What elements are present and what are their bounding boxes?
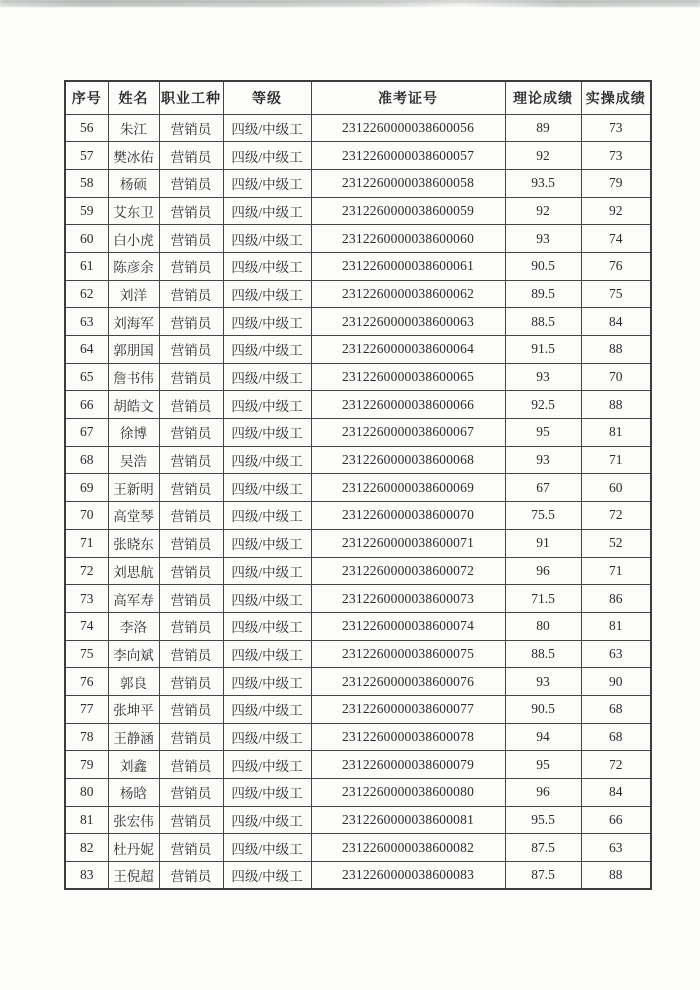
cell-exam-id: 2312260000038600070 bbox=[311, 502, 505, 530]
cell-name: 高军寿 bbox=[108, 585, 159, 613]
cell-occupation: 营销员 bbox=[159, 225, 223, 253]
cell-occupation: 营销员 bbox=[159, 585, 223, 613]
cell-level: 四级/中级工 bbox=[223, 502, 311, 530]
cell-occupation: 营销员 bbox=[159, 419, 223, 447]
cell-occupation: 营销员 bbox=[159, 197, 223, 225]
cell-practical-score: 70 bbox=[581, 363, 651, 391]
cell-theory-score: 96 bbox=[505, 779, 581, 807]
cell-index: 59 bbox=[65, 197, 108, 225]
cell-practical-score: 88 bbox=[581, 391, 651, 419]
cell-practical-score: 73 bbox=[581, 114, 651, 142]
table-row bbox=[65, 252, 651, 280]
cell-practical-score: 71 bbox=[581, 446, 651, 474]
cell-index: 61 bbox=[65, 252, 108, 280]
cell-theory-score: 92 bbox=[505, 142, 581, 170]
cell-practical-score: 74 bbox=[581, 225, 651, 253]
cell-exam-id: 2312260000038600058 bbox=[311, 169, 505, 197]
cell-exam-id: 2312260000038600083 bbox=[311, 862, 505, 890]
cell-theory-score: 75.5 bbox=[505, 502, 581, 530]
cell-theory-score: 94 bbox=[505, 723, 581, 751]
cell-name: 刘海军 bbox=[108, 308, 159, 336]
header-level: 等级 bbox=[223, 81, 311, 114]
cell-theory-score: 91.5 bbox=[505, 336, 581, 364]
cell-exam-id: 2312260000038600081 bbox=[311, 806, 505, 834]
cell-index: 77 bbox=[65, 695, 108, 723]
cell-practical-score: 66 bbox=[581, 806, 651, 834]
cell-theory-score: 92 bbox=[505, 197, 581, 225]
cell-theory-score: 87.5 bbox=[505, 862, 581, 890]
cell-name: 李向斌 bbox=[108, 640, 159, 668]
cell-occupation: 营销员 bbox=[159, 751, 223, 779]
cell-theory-score: 90.5 bbox=[505, 252, 581, 280]
cell-practical-score: 72 bbox=[581, 751, 651, 779]
cell-name: 刘洋 bbox=[108, 280, 159, 308]
cell-index: 58 bbox=[65, 169, 108, 197]
cell-theory-score: 89.5 bbox=[505, 280, 581, 308]
table-row bbox=[65, 363, 651, 391]
table-row bbox=[65, 779, 651, 807]
cell-level: 四级/中级工 bbox=[223, 114, 311, 142]
cell-index: 73 bbox=[65, 585, 108, 613]
cell-occupation: 营销员 bbox=[159, 391, 223, 419]
cell-index: 80 bbox=[65, 779, 108, 807]
table-row bbox=[65, 723, 651, 751]
table-row bbox=[65, 336, 651, 364]
cell-theory-score: 88.5 bbox=[505, 640, 581, 668]
cell-exam-id: 2312260000038600062 bbox=[311, 280, 505, 308]
cell-name: 郭朋国 bbox=[108, 336, 159, 364]
cell-occupation: 营销员 bbox=[159, 806, 223, 834]
cell-level: 四级/中级工 bbox=[223, 225, 311, 253]
cell-practical-score: 76 bbox=[581, 252, 651, 280]
table-row bbox=[65, 806, 651, 834]
cell-name: 张宏伟 bbox=[108, 806, 159, 834]
cell-practical-score: 84 bbox=[581, 308, 651, 336]
cell-occupation: 营销员 bbox=[159, 862, 223, 890]
cell-practical-score: 88 bbox=[581, 862, 651, 890]
header-practical-score: 实操成绩 bbox=[581, 81, 651, 114]
cell-occupation: 营销员 bbox=[159, 640, 223, 668]
cell-practical-score: 63 bbox=[581, 640, 651, 668]
cell-theory-score: 95.5 bbox=[505, 806, 581, 834]
cell-exam-id: 2312260000038600079 bbox=[311, 751, 505, 779]
cell-name: 李洛 bbox=[108, 612, 159, 640]
cell-occupation: 营销员 bbox=[159, 336, 223, 364]
cell-exam-id: 2312260000038600071 bbox=[311, 529, 505, 557]
cell-level: 四级/中级工 bbox=[223, 862, 311, 890]
cell-theory-score: 93 bbox=[505, 446, 581, 474]
cell-name: 张坤平 bbox=[108, 695, 159, 723]
cell-name: 王新明 bbox=[108, 474, 159, 502]
cell-name: 徐博 bbox=[108, 419, 159, 447]
cell-theory-score: 93 bbox=[505, 225, 581, 253]
cell-index: 81 bbox=[65, 806, 108, 834]
cell-occupation: 营销员 bbox=[159, 169, 223, 197]
cell-index: 69 bbox=[65, 474, 108, 502]
cell-occupation: 营销员 bbox=[159, 779, 223, 807]
cell-exam-id: 2312260000038600076 bbox=[311, 668, 505, 696]
cell-occupation: 营销员 bbox=[159, 446, 223, 474]
cell-level: 四级/中级工 bbox=[223, 695, 311, 723]
cell-exam-id: 2312260000038600074 bbox=[311, 612, 505, 640]
cell-index: 64 bbox=[65, 336, 108, 364]
cell-exam-id: 2312260000038600068 bbox=[311, 446, 505, 474]
cell-exam-id: 2312260000038600069 bbox=[311, 474, 505, 502]
cell-level: 四级/中级工 bbox=[223, 529, 311, 557]
cell-occupation: 营销员 bbox=[159, 308, 223, 336]
cell-level: 四级/中级工 bbox=[223, 336, 311, 364]
cell-theory-score: 95 bbox=[505, 751, 581, 779]
cell-name: 詹书伟 bbox=[108, 363, 159, 391]
cell-theory-score: 88.5 bbox=[505, 308, 581, 336]
table-row bbox=[65, 834, 651, 862]
table-header-row bbox=[65, 81, 651, 114]
cell-practical-score: 75 bbox=[581, 280, 651, 308]
cell-practical-score: 72 bbox=[581, 502, 651, 530]
cell-index: 57 bbox=[65, 142, 108, 170]
cell-exam-id: 2312260000038600072 bbox=[311, 557, 505, 585]
cell-name: 高堂琴 bbox=[108, 502, 159, 530]
cell-name: 艾东卫 bbox=[108, 197, 159, 225]
scan-artifact-top-edge bbox=[0, 0, 700, 7]
cell-practical-score: 88 bbox=[581, 336, 651, 364]
cell-theory-score: 89 bbox=[505, 114, 581, 142]
cell-occupation: 营销员 bbox=[159, 723, 223, 751]
cell-exam-id: 2312260000038600065 bbox=[311, 363, 505, 391]
cell-level: 四级/中级工 bbox=[223, 419, 311, 447]
cell-name: 王静涵 bbox=[108, 723, 159, 751]
cell-occupation: 营销员 bbox=[159, 668, 223, 696]
cell-theory-score: 87.5 bbox=[505, 834, 581, 862]
cell-name: 刘鑫 bbox=[108, 751, 159, 779]
cell-index: 72 bbox=[65, 557, 108, 585]
cell-theory-score: 92.5 bbox=[505, 391, 581, 419]
table-row bbox=[65, 114, 651, 142]
cell-occupation: 营销员 bbox=[159, 363, 223, 391]
cell-occupation: 营销员 bbox=[159, 142, 223, 170]
cell-name: 刘思航 bbox=[108, 557, 159, 585]
cell-index: 62 bbox=[65, 280, 108, 308]
cell-exam-id: 2312260000038600063 bbox=[311, 308, 505, 336]
cell-occupation: 营销员 bbox=[159, 529, 223, 557]
cell-index: 70 bbox=[65, 502, 108, 530]
cell-name: 朱江 bbox=[108, 114, 159, 142]
table-row bbox=[65, 668, 651, 696]
cell-index: 63 bbox=[65, 308, 108, 336]
cell-name: 陈彦余 bbox=[108, 252, 159, 280]
cell-theory-score: 93.5 bbox=[505, 169, 581, 197]
table-row bbox=[65, 640, 651, 668]
cell-index: 68 bbox=[65, 446, 108, 474]
cell-level: 四级/中级工 bbox=[223, 252, 311, 280]
cell-theory-score: 96 bbox=[505, 557, 581, 585]
cell-occupation: 营销员 bbox=[159, 557, 223, 585]
table-row bbox=[65, 391, 651, 419]
cell-occupation: 营销员 bbox=[159, 834, 223, 862]
table-row bbox=[65, 862, 651, 890]
cell-index: 79 bbox=[65, 751, 108, 779]
cell-occupation: 营销员 bbox=[159, 612, 223, 640]
cell-theory-score: 80 bbox=[505, 612, 581, 640]
cell-exam-id: 2312260000038600066 bbox=[311, 391, 505, 419]
table-row bbox=[65, 197, 651, 225]
cell-practical-score: 79 bbox=[581, 169, 651, 197]
cell-index: 82 bbox=[65, 834, 108, 862]
cell-level: 四级/中级工 bbox=[223, 723, 311, 751]
cell-occupation: 营销员 bbox=[159, 252, 223, 280]
cell-index: 75 bbox=[65, 640, 108, 668]
cell-level: 四级/中级工 bbox=[223, 169, 311, 197]
cell-occupation: 营销员 bbox=[159, 502, 223, 530]
cell-name: 吴浩 bbox=[108, 446, 159, 474]
cell-index: 71 bbox=[65, 529, 108, 557]
cell-practical-score: 73 bbox=[581, 142, 651, 170]
cell-occupation: 营销员 bbox=[159, 695, 223, 723]
cell-name: 白小虎 bbox=[108, 225, 159, 253]
cell-level: 四级/中级工 bbox=[223, 779, 311, 807]
table-row bbox=[65, 446, 651, 474]
cell-exam-id: 2312260000038600061 bbox=[311, 252, 505, 280]
header-theory-score: 理论成绩 bbox=[505, 81, 581, 114]
table-row bbox=[65, 585, 651, 613]
cell-theory-score: 91 bbox=[505, 529, 581, 557]
table-row bbox=[65, 308, 651, 336]
cell-level: 四级/中级工 bbox=[223, 640, 311, 668]
cell-theory-score: 95 bbox=[505, 419, 581, 447]
cell-level: 四级/中级工 bbox=[223, 834, 311, 862]
table-row bbox=[65, 529, 651, 557]
cell-exam-id: 2312260000038600057 bbox=[311, 142, 505, 170]
cell-occupation: 营销员 bbox=[159, 280, 223, 308]
cell-practical-score: 81 bbox=[581, 419, 651, 447]
cell-exam-id: 2312260000038600075 bbox=[311, 640, 505, 668]
cell-index: 74 bbox=[65, 612, 108, 640]
table-row bbox=[65, 751, 651, 779]
cell-index: 60 bbox=[65, 225, 108, 253]
cell-exam-id: 2312260000038600078 bbox=[311, 723, 505, 751]
cell-name: 杨晗 bbox=[108, 779, 159, 807]
cell-name: 张晓东 bbox=[108, 529, 159, 557]
cell-exam-id: 2312260000038600064 bbox=[311, 336, 505, 364]
cell-index: 65 bbox=[65, 363, 108, 391]
cell-practical-score: 92 bbox=[581, 197, 651, 225]
cell-index: 56 bbox=[65, 114, 108, 142]
cell-theory-score: 93 bbox=[505, 363, 581, 391]
cell-theory-score: 67 bbox=[505, 474, 581, 502]
cell-exam-id: 2312260000038600080 bbox=[311, 779, 505, 807]
cell-index: 76 bbox=[65, 668, 108, 696]
cell-practical-score: 84 bbox=[581, 779, 651, 807]
cell-level: 四级/中级工 bbox=[223, 308, 311, 336]
table-row bbox=[65, 474, 651, 502]
header-occupation: 职业工种 bbox=[159, 81, 223, 114]
cell-exam-id: 2312260000038600060 bbox=[311, 225, 505, 253]
cell-level: 四级/中级工 bbox=[223, 557, 311, 585]
cell-theory-score: 93 bbox=[505, 668, 581, 696]
cell-name: 郭良 bbox=[108, 668, 159, 696]
cell-level: 四级/中级工 bbox=[223, 142, 311, 170]
cell-occupation: 营销员 bbox=[159, 114, 223, 142]
cell-exam-id: 2312260000038600067 bbox=[311, 419, 505, 447]
table-row bbox=[65, 695, 651, 723]
cell-level: 四级/中级工 bbox=[223, 197, 311, 225]
cell-practical-score: 71 bbox=[581, 557, 651, 585]
cell-level: 四级/中级工 bbox=[223, 363, 311, 391]
cell-name: 樊冰佑 bbox=[108, 142, 159, 170]
cell-theory-score: 90.5 bbox=[505, 695, 581, 723]
cell-index: 78 bbox=[65, 723, 108, 751]
cell-exam-id: 2312260000038600073 bbox=[311, 585, 505, 613]
cell-level: 四级/中级工 bbox=[223, 806, 311, 834]
cell-name: 王倪超 bbox=[108, 862, 159, 890]
cell-practical-score: 86 bbox=[581, 585, 651, 613]
cell-index: 66 bbox=[65, 391, 108, 419]
cell-level: 四级/中级工 bbox=[223, 391, 311, 419]
cell-exam-id: 2312260000038600059 bbox=[311, 197, 505, 225]
cell-exam-id: 2312260000038600056 bbox=[311, 114, 505, 142]
cell-practical-score: 60 bbox=[581, 474, 651, 502]
table-row bbox=[65, 225, 651, 253]
cell-level: 四级/中级工 bbox=[223, 612, 311, 640]
table-row bbox=[65, 419, 651, 447]
cell-name: 胡皓文 bbox=[108, 391, 159, 419]
cell-level: 四级/中级工 bbox=[223, 474, 311, 502]
header-name: 姓名 bbox=[108, 81, 159, 114]
table-row bbox=[65, 612, 651, 640]
cell-index: 67 bbox=[65, 419, 108, 447]
cell-name: 杜丹妮 bbox=[108, 834, 159, 862]
cell-practical-score: 81 bbox=[581, 612, 651, 640]
cell-exam-id: 2312260000038600077 bbox=[311, 695, 505, 723]
score-table-body bbox=[65, 114, 651, 889]
cell-practical-score: 68 bbox=[581, 695, 651, 723]
cell-name: 杨硕 bbox=[108, 169, 159, 197]
cell-level: 四级/中级工 bbox=[223, 446, 311, 474]
cell-level: 四级/中级工 bbox=[223, 668, 311, 696]
header-exam-id: 准考证号 bbox=[311, 81, 505, 114]
table-row bbox=[65, 557, 651, 585]
cell-level: 四级/中级工 bbox=[223, 280, 311, 308]
cell-practical-score: 63 bbox=[581, 834, 651, 862]
table-row bbox=[65, 502, 651, 530]
cell-practical-score: 90 bbox=[581, 668, 651, 696]
cell-exam-id: 2312260000038600082 bbox=[311, 834, 505, 862]
cell-practical-score: 52 bbox=[581, 529, 651, 557]
cell-level: 四级/中级工 bbox=[223, 751, 311, 779]
exam-score-table bbox=[64, 80, 652, 890]
cell-occupation: 营销员 bbox=[159, 474, 223, 502]
cell-index: 83 bbox=[65, 862, 108, 890]
table-row bbox=[65, 169, 651, 197]
cell-theory-score: 71.5 bbox=[505, 585, 581, 613]
table-row bbox=[65, 142, 651, 170]
table-row bbox=[65, 280, 651, 308]
cell-practical-score: 68 bbox=[581, 723, 651, 751]
cell-level: 四级/中级工 bbox=[223, 585, 311, 613]
header-index: 序号 bbox=[65, 81, 108, 114]
